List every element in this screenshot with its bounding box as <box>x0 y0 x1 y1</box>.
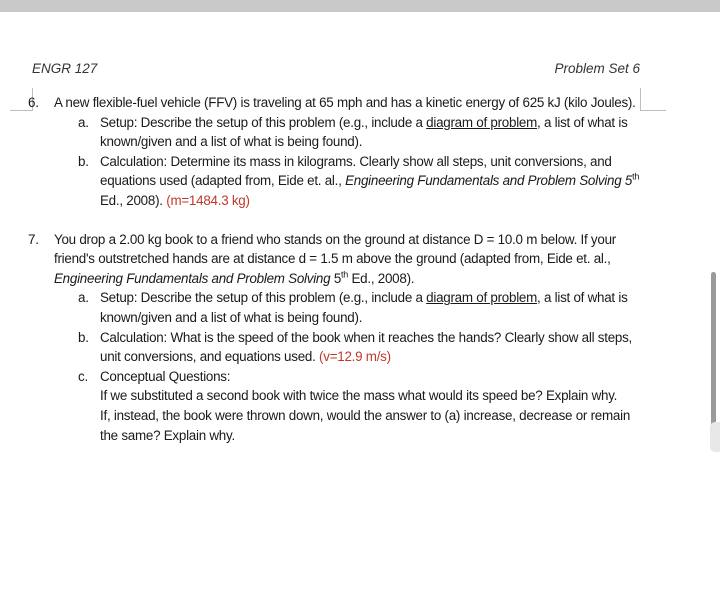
statement-text: You drop a 2.00 kg book to a friend who stands on the ground at distance D = 10.0 m below. If your friend's outstretched hands are at distance d = 1.5 m above the ground (adapted from, Eide et. al., <box>54 231 616 267</box>
part-b <box>54 152 640 211</box>
header-course: ENGR 127 <box>32 61 98 76</box>
edition-suffix: th <box>632 171 640 182</box>
edition-number: 5 <box>330 270 342 286</box>
part-text-end: , a list of what is known/given and a list of what is being found). <box>100 114 628 150</box>
vertical-scrollbar[interactable] <box>711 272 716 442</box>
conceptual-question-1: If we substituted a second book with twice the mass what would its speed be? Explain why. <box>100 388 618 404</box>
part-letter: c. <box>78 368 88 384</box>
part-text: Setup: Describe the setup of this problem (e.g., include a <box>100 114 427 130</box>
margin-mark-right-horizontal <box>640 110 666 111</box>
side-handle[interactable] <box>710 422 720 452</box>
edition-rest: Ed., 2008). <box>348 270 415 286</box>
conceptual-question-2: If, instead, the book were thrown down, would the answer to (a) increase, decrease or remain the same? Explain why. <box>100 407 631 443</box>
part-a <box>54 113 640 152</box>
part-title: Conceptual Questions: <box>100 368 231 384</box>
problem-number: 7. <box>28 231 39 247</box>
part-text-end: , a list of what is known/given and a list of what is being found). <box>100 290 628 325</box>
part-letter: b. <box>78 329 89 345</box>
part-letter: b. <box>78 153 89 169</box>
problem-6 <box>28 93 640 211</box>
problem-number: 6. <box>28 95 39 110</box>
part-c <box>54 367 640 445</box>
diagram-link[interactable]: diagram of problem <box>426 114 538 130</box>
problem-statement <box>54 230 640 289</box>
top-toolbar-strip <box>0 0 720 12</box>
part-b <box>54 328 640 367</box>
part-text: Calculation: What is the speed of the book when it reaches the hands? Clearly show all steps, unit conversions, and equations used. <box>100 329 633 365</box>
part-text: Setup: Describe the setup of this problem (e.g., include a <box>100 290 427 306</box>
diagram-link[interactable]: diagram of problem <box>426 290 538 306</box>
part-a <box>54 288 640 327</box>
edition-rest: Ed., 2008). <box>100 192 163 208</box>
header-problem-set: Problem Set 6 <box>554 61 640 76</box>
part-letter: a. <box>78 290 89 306</box>
answer-text: (m=1484.3 kg) <box>166 192 250 208</box>
book-title: Engineering Fundamentals and Problem Solving <box>345 173 622 189</box>
problem-statement: A new flexible-fuel vehicle (FFV) is traveling at 65 mph and has a kinetic energy of 625 kJ (kilo Joules). <box>54 95 636 110</box>
edition-number: 5 <box>621 173 633 189</box>
answer-text: (v=12.9 m/s) <box>319 349 391 365</box>
part-text: Calculation: Determine its mass in kilograms. Clearly show all steps, unit conversions, and equations used (adapted from, Eide et. al., <box>100 153 612 189</box>
document-body <box>28 93 640 445</box>
edition-suffix: th <box>341 269 349 280</box>
book-title: Engineering Fundamentals and Problem Solving <box>54 270 331 286</box>
problem-7 <box>28 230 640 446</box>
part-letter: a. <box>78 114 89 130</box>
margin-mark-right-vertical <box>640 88 641 110</box>
